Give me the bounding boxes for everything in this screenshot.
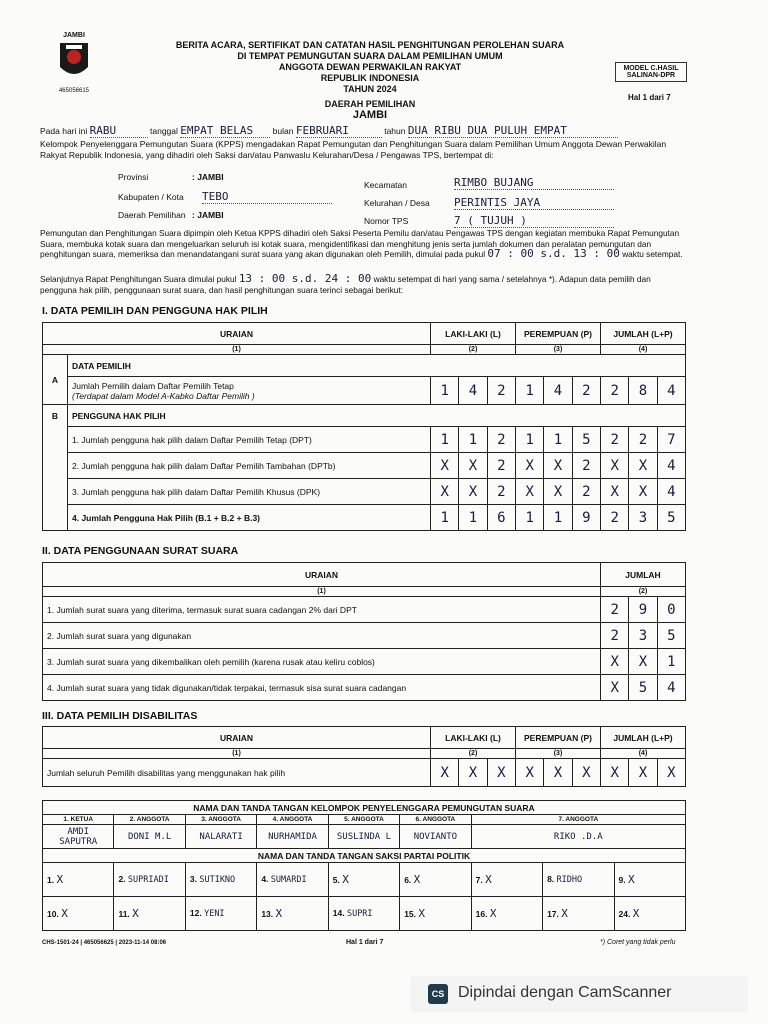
s1-b3-digit: 2	[487, 479, 515, 505]
procedure-text	[40, 228, 688, 260]
s1-num-1: (1)	[43, 345, 431, 355]
saksi-cell	[400, 863, 471, 897]
s3-header-uraian: URAIAN	[43, 727, 431, 749]
kelurahan-value: PERINTIS JAYA	[454, 196, 614, 210]
saksi-signature: X	[632, 907, 640, 920]
s1-a-digit: 4	[657, 377, 685, 405]
s1-b2-digit: X	[629, 453, 657, 479]
s2-row-label: 4. Jumlah surat suara yang tidak digunakan/tidak terpakai, termasuk sisa surat suara cadangan	[43, 675, 601, 701]
s1-b4-digit: 1	[544, 505, 572, 531]
s1-b1-digit: 2	[601, 427, 629, 453]
s2-header-jumlah: JUMLAH	[601, 563, 686, 587]
saksi-signature: X	[342, 873, 349, 886]
logo-region: JAMBI	[63, 32, 85, 39]
kpps-signature: AMDI SAPUTRA	[43, 825, 114, 849]
s3-digit: X	[572, 759, 600, 787]
s2-row-label: 2. Jumlah surat suara yang digunakan	[43, 623, 601, 649]
intro-line	[40, 124, 740, 138]
saksi-cell	[328, 863, 399, 897]
provinsi-value: : JAMBI	[192, 172, 224, 182]
saksi-signature: X	[485, 873, 492, 886]
saksi-num: 10.	[47, 909, 59, 919]
saksi-num: 9.	[618, 875, 626, 885]
s1-a-digit: 4	[544, 377, 572, 405]
s2-r2-digit: 2	[601, 623, 629, 649]
tps-value: 7 ( TUJUH )	[454, 214, 614, 228]
s1-b-row-label: 2. Jumlah pengguna hak pilih dalam Daftar Pemilih Tambahan (DPTb)	[68, 453, 431, 479]
kpps-signature: SUSLINDA L	[328, 825, 399, 849]
s1-b3-digit: 4	[657, 479, 685, 505]
s1-b4-digit: 2	[601, 505, 629, 531]
kpps-role: 4. ANGGOTA	[257, 815, 328, 825]
s3-digit: X	[544, 759, 572, 787]
saksi-num: 2.	[118, 874, 126, 884]
s1-b1-digit: 7	[657, 427, 685, 453]
s3-num-4: (4)	[601, 749, 686, 759]
waktu-setempat: waktu setempat.	[622, 249, 683, 259]
saksi-cell	[114, 897, 185, 931]
s3-digit: X	[431, 759, 459, 787]
saksi-cell	[471, 863, 542, 897]
kpps-signature: NOVIANTO	[400, 825, 471, 849]
s1-a-digit: 4	[459, 377, 487, 405]
s1-b2-digit: X	[601, 453, 629, 479]
s2-r4-digit: X	[601, 675, 629, 701]
s3-header-laki: LAKI-LAKI (L)	[431, 727, 516, 749]
kpu-logo	[52, 32, 96, 94]
camscanner-logo-icon: CS	[428, 984, 448, 1004]
s1-a-row-label: Jumlah Pemilih dalam Daftar Pemilih Tetap	[72, 380, 234, 391]
s1-b4-digit: 1	[431, 505, 459, 531]
s1-b2-digit: 4	[657, 453, 685, 479]
saksi-cell	[185, 863, 256, 897]
saksi-num: 1.	[47, 875, 55, 885]
kelurahan-label: Kelurahan / Desa	[364, 198, 430, 208]
saksi-signature: X	[61, 907, 68, 920]
title-line-2: DI TEMPAT PEMUNGUTAN SUARA DALAM PEMILIHAN UMUM	[237, 51, 503, 61]
daerah-value: JAMBI	[352, 109, 388, 121]
kpps-role: 3. ANGGOTA	[185, 815, 256, 825]
section1-title: I. DATA PEMILIH DAN PENGGUNA HAK PILIH	[42, 305, 268, 317]
s2-r1-digit: 0	[657, 597, 685, 623]
s1-b4-digit: 3	[629, 505, 657, 531]
s1-a-row	[68, 377, 431, 405]
saksi-num: 14.	[332, 908, 345, 918]
camscanner-text: Dipindai dengan CamScanner	[458, 984, 672, 1001]
intro-text: Kelompok Penyelenggara Pemungutan Suara (KPPS) mengadakan Rapat Pemungutan dan Penghitungan Suara dalam Pemilihan Umum Anggota Dewan Perwakilan Rakyat Republik Indonesia, yang dihadiri oleh Saksi dan/atau Panwaslu Kelurahan/Desa / Pengawas TPS, bertempat di:	[40, 139, 667, 160]
kpps-title: NAMA DAN TANDA TANGAN KELOMPOK PENYELENGGARA PEMUNGUTAN SUARA	[43, 801, 686, 815]
title-line-4: REPUBLIK INDONESIA	[320, 73, 420, 83]
s1-b-row-label: 3. Jumlah pengguna hak pilih dalam Daftar Pemilih Khusus (DPK)	[68, 479, 431, 505]
s3-header-jumlah: JUMLAH (L+P)	[601, 727, 686, 749]
s1-b4-digit: 1	[459, 505, 487, 531]
s2-r3-digit: X	[629, 649, 657, 675]
s2-r1-digit: 9	[629, 597, 657, 623]
s1-num-2: (2)	[431, 345, 516, 355]
s1-header-jumlah: JUMLAH (L+P)	[601, 323, 686, 345]
s1-b3-digit: X	[544, 479, 572, 505]
kabupaten-label: Kabupaten / Kota	[118, 192, 184, 202]
s2-num-2: (2)	[601, 587, 686, 597]
s3-num-2: (2)	[431, 749, 516, 759]
s1-b-row-label: 4. Jumlah Pengguna Hak Pilih (B.1 + B.2 + B.3)	[68, 505, 431, 531]
count-time: 13 : 00 s.d. 24 : 00	[238, 272, 372, 285]
model-box: MODEL C.HASIL SALINAN-DPR	[615, 62, 687, 82]
saksi-title: NAMA DAN TANDA TANGAN SAKSI PARTAI POLITIK	[43, 849, 686, 863]
s1-num-3: (3)	[516, 345, 601, 355]
saksi-num: 12.	[189, 908, 202, 918]
s2-r4-digit: 4	[657, 675, 685, 701]
saksi-cell	[257, 863, 328, 897]
bulan-value: FEBRUARI	[296, 124, 382, 138]
saksi-num: 6.	[404, 875, 412, 885]
s1-b1-digit: 1	[544, 427, 572, 453]
s1-b2-digit: X	[431, 453, 459, 479]
s1-b3-digit: X	[431, 479, 459, 505]
footer-code: CHS-1501-24 | 465056625 | 2023-11-14 08:06	[42, 940, 167, 946]
saksi-cell	[614, 863, 686, 897]
saksi-cell	[43, 863, 114, 897]
start-time: 07 : 00 s.d. 13 : 00	[487, 247, 620, 260]
saksi-num: 24.	[618, 909, 631, 919]
s3-digit: X	[657, 759, 685, 787]
s3-num-1: (1)	[43, 749, 431, 759]
s2-r2-digit: 5	[657, 623, 685, 649]
section2-title: II. DATA PENGGUNAAN SURAT SUARA	[42, 545, 239, 557]
s2-r3-digit: X	[601, 649, 629, 675]
saksi-signature: SUPRI	[346, 909, 373, 919]
s1-b1-digit: 1	[431, 427, 459, 453]
s1-num-4: (4)	[601, 345, 686, 355]
kpps-signature: RIKO .D.A	[471, 825, 685, 849]
s2-r4-digit: 5	[629, 675, 657, 701]
s1-b2-digit: X	[544, 453, 572, 479]
kecamatan-label: Kecamatan	[364, 180, 407, 190]
s1-header-uraian: URAIAN	[43, 323, 431, 345]
s1-header-laki: LAKI-LAKI (L)	[431, 323, 516, 345]
footer-page: Hal 1 dari 7	[346, 939, 384, 946]
section3-table	[42, 726, 686, 787]
s1-a-digit: 2	[601, 377, 629, 405]
page-number-top: Hal 1 dari 7	[628, 93, 671, 102]
kpps-role: 5. ANGGOTA	[328, 815, 399, 825]
s1-header-perempuan: PEREMPUAN (P)	[516, 323, 601, 345]
saksi-num: 17.	[547, 909, 559, 919]
saksi-signature: X	[561, 907, 568, 920]
s2-header-uraian: URAIAN	[43, 563, 601, 587]
s1-a-digit: 8	[629, 377, 657, 405]
saksi-cell	[257, 897, 328, 931]
saksi-num: 15.	[404, 909, 417, 919]
s3-digit: X	[487, 759, 515, 787]
saksi-num: 16.	[475, 909, 488, 919]
procedure-p1: Pemungutan dan Penghitungan Suara dipimpin oleh Ketua KPPS dihadiri oleh Saksi Peserta Pemilu dan/atau Pengawas TPS dengan kegiatan membuka Rapat Pemungutan Suara, membuka kotak suara dan mengeluarkan seluruh isi kotak suara, mengidentifikasi dan menghitung jenis serta jumlah dokumen dan peralatan pemungutan dan penghitungan suara, memeriksa dan menandatangani surat suara yang akan digunakan oleh Pemilih, dimulai pada pukul	[40, 228, 680, 259]
kpps-role: 7. ANGGOTA	[471, 815, 685, 825]
kpps-signature: NURHAMIDA	[257, 825, 328, 849]
signature-table	[42, 800, 686, 931]
s1-a-row-sub: (Terdapat dalam Model A-Kabko Daftar Pemilih )	[72, 390, 255, 401]
saksi-cell	[185, 897, 256, 931]
section1-table	[42, 322, 686, 531]
tahun-value: DUA RIBU DUA PULUH EMPAT	[408, 124, 618, 138]
garuda-emblem-icon	[56, 39, 92, 83]
logo-code: 465056615	[58, 88, 90, 94]
s1-a-digit: 1	[431, 377, 459, 405]
kecamatan-value: RIMBO BUJANG	[454, 176, 614, 190]
s1-b2-digit: X	[516, 453, 544, 479]
s1-b2-digit: 2	[572, 453, 600, 479]
saksi-cell	[471, 897, 542, 931]
saksi-num: 4.	[261, 874, 269, 884]
camscanner-watermark	[410, 976, 748, 1012]
s1-b3-digit: X	[629, 479, 657, 505]
saksi-signature: SUMARDI	[270, 875, 307, 885]
s1-b4-digit: 9	[572, 505, 600, 531]
s1-a-digit: 1	[516, 377, 544, 405]
section2-table	[42, 562, 686, 701]
saksi-signature: X	[413, 873, 421, 886]
s1-b-title: PENGGUNA HAK PILIH	[68, 405, 686, 427]
section3-title: III. DATA PEMILIH DISABILITAS	[42, 710, 198, 722]
s3-digit: X	[516, 759, 544, 787]
count-p2: Selanjutnya Rapat Penghitungan Suara dimulai pukul	[40, 274, 237, 284]
title-line-3: ANGGOTA DEWAN PERWAKILAN RAKYAT	[278, 62, 462, 72]
s2-r2-digit: 3	[629, 623, 657, 649]
s1-b2-digit: 2	[487, 453, 515, 479]
s2-row-label: 3. Jumlah surat suara yang dikembalikan oleh pemilih (karena rusak atau keliru coblos)	[43, 649, 601, 675]
saksi-signature: X	[275, 907, 283, 920]
saksi-signature: X	[489, 907, 497, 920]
saksi-num: 13.	[261, 909, 274, 919]
s1-b2-digit: X	[459, 453, 487, 479]
s3-digit: X	[459, 759, 487, 787]
saksi-cell	[543, 863, 614, 897]
title-line-1: BERITA ACARA, SERTIFIKAT DAN CATATAN HASIL PENGHITUNGAN PEROLEHAN SUARA	[175, 40, 565, 50]
s1-b3-digit: 2	[572, 479, 600, 505]
daerah-pemilihan-value: : JAMBI	[192, 210, 224, 220]
saksi-signature: X	[132, 907, 139, 920]
s2-r3-digit: 1	[657, 649, 685, 675]
saksi-signature: YENI	[204, 909, 225, 919]
tahun-label: tahun	[384, 126, 406, 136]
tps-label: Nomor TPS	[364, 216, 409, 226]
saksi-num: 7.	[475, 875, 483, 885]
s1-b3-digit: X	[459, 479, 487, 505]
title-line-5: TAHUN 2024	[343, 84, 397, 94]
saksi-num: 8.	[547, 874, 555, 884]
saksi-num: 5.	[332, 875, 340, 885]
s3-digit: X	[629, 759, 657, 787]
s2-r1-digit: 2	[601, 597, 629, 623]
saksi-cell	[328, 897, 399, 931]
kabupaten-value: TEBO	[202, 190, 332, 204]
saksi-cell	[543, 897, 614, 931]
s3-digit: X	[601, 759, 629, 787]
kpps-role: 2. ANGGOTA	[114, 815, 185, 825]
saksi-signature: X	[627, 873, 635, 886]
s1-a-letter: A	[43, 355, 68, 405]
kpps-signature: DONI M.L	[114, 825, 185, 849]
tanggal-value: EMPAT BELAS	[180, 124, 270, 138]
saksi-cell	[400, 897, 471, 931]
s2-num-1: (1)	[43, 587, 601, 597]
saksi-cell	[43, 897, 114, 931]
provinsi-label: Provinsi	[118, 172, 149, 182]
count-text	[40, 274, 688, 295]
saksi-num: 3.	[189, 874, 197, 884]
saksi-num: 11.	[118, 909, 130, 919]
kpps-role: 6. ANGGOTA	[400, 815, 471, 825]
s1-a-title: DATA PEMILIH	[68, 355, 686, 377]
saksi-signature: X	[56, 873, 64, 886]
s1-b-row-label: 1. Jumlah pengguna hak pilih dalam Daftar Pemilih Tetap (DPT)	[68, 427, 431, 453]
count-p2b: waktu setempat di hari yang sama / setelahnya *). Adapun data pemilih dan pengguna hak pilih, penggunaan surat suara, dan hasil penghitungan suara terinci sebagai berikut:	[40, 274, 651, 295]
s3-num-3: (3)	[516, 749, 601, 759]
s1-a-digit: 2	[487, 377, 515, 405]
s3-row-label: Jumlah seluruh Pemilih disabilitas yang menggunakan hak pilih	[43, 759, 431, 787]
saksi-signature: RIDHO	[556, 875, 583, 885]
s1-b3-digit: X	[516, 479, 544, 505]
s1-b3-digit: X	[601, 479, 629, 505]
s1-b4-digit: 6	[487, 505, 515, 531]
saksi-signature: SUTIKNO	[199, 875, 236, 885]
kpps-signature: NALARATI	[185, 825, 256, 849]
pada-hari-label: Pada hari ini	[40, 126, 88, 136]
s3-header-perempuan: PEREMPUAN (P)	[516, 727, 601, 749]
hari-value: RABU	[90, 124, 148, 138]
s1-b4-digit: 1	[516, 505, 544, 531]
footer-note: *) Coret yang tidak perlu	[600, 939, 676, 946]
bulan-label: bulan	[272, 126, 294, 136]
document-title	[150, 40, 590, 121]
daerah-label: DAERAH PEMILIHAN	[324, 99, 416, 109]
s1-a-digit: 2	[572, 377, 600, 405]
saksi-cell	[114, 863, 185, 897]
s1-b1-digit: 2	[487, 427, 515, 453]
saksi-cell	[614, 897, 686, 931]
s2-row-label: 1. Jumlah surat suara yang diterima, termasuk surat suara cadangan 2% dari DPT	[43, 597, 601, 623]
daerah-pemilihan-label: Daerah Pemilihan	[118, 210, 186, 220]
s1-b4-digit: 5	[657, 505, 685, 531]
tanggal-label: tanggal	[150, 126, 178, 136]
s1-b-letter: B	[43, 405, 68, 531]
s1-b1-digit: 1	[516, 427, 544, 453]
saksi-signature: SUPRIADI	[127, 875, 169, 885]
kpps-role: 1. KETUA	[43, 815, 114, 825]
s1-b1-digit: 5	[572, 427, 600, 453]
saksi-signature: X	[418, 907, 426, 920]
s1-b1-digit: 1	[459, 427, 487, 453]
s1-b1-digit: 2	[629, 427, 657, 453]
